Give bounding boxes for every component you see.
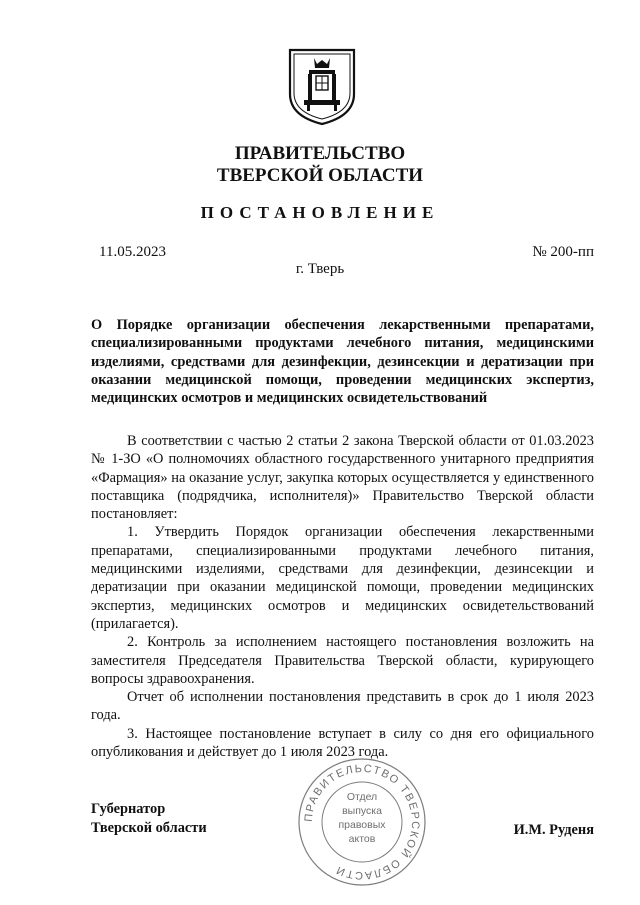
stamp-text-line3: правовых: [338, 819, 386, 831]
stamp-text-line4: актов: [348, 833, 376, 845]
signatory-position: [91, 800, 207, 838]
document-number: № 200-пп: [532, 244, 594, 260]
document-city: г. Тверь: [295, 261, 345, 277]
stamp-text-line2: выпуска: [342, 805, 382, 817]
document-date: 11.05.2023: [99, 244, 166, 260]
coat-of-arms-emblem: [286, 44, 358, 126]
signatory-position-line1: Губернатор: [91, 801, 166, 817]
organization-name-line2: ТВЕРСКОЙ ОБЛАСТИ: [216, 165, 424, 186]
document-type: ПОСТАНОВЛЕНИЕ: [200, 203, 440, 222]
signatory-name: И.М. Руденя: [513, 822, 594, 838]
document-title: О Порядке организации обеспечения лекарственными препаратами, специализированными продуктами лечебного питания, медицинскими изделиями, средствами для дезинфекции, дезинсекции и дератизации при оказании медицинской помощи, проведении медицинских экспертиз, медицинских осмотров и медицинских освидетельствований: [91, 317, 594, 407]
stamp-text-line1: Отдел: [346, 791, 378, 803]
organization-name-line1: ПРАВИТЕЛЬСТВО: [234, 143, 406, 164]
body-paragraph-preamble: В соответствии с частью 2 статьи 2 закона Тверской области от 01.03.2023 № 1-ЗО «О полномочиях областного государственного унитарного предприятия «Фармация» на оказание услуг, закупка которых осуществляется у единственного поставщика (подрядчика, исполнителя)» Правительство Тверской области постановляет:: [91, 433, 594, 523]
body-paragraph-item-2: 2. Контроль за исполнением настоящего постановления возложить на заместителя Председателя Правительства Тверской области, курирующего вопросы здравоохранения.: [91, 634, 594, 687]
stamp-ring-text: ПРАВИТЕЛЬСТВО ТВЕРСКОЙ ОБЛАСТИ: [302, 762, 422, 882]
body-paragraph-item-3: 3. Настоящее постановление вступает в силу со дня его официального опубликования и действует до 1 июля 2023 года.: [91, 725, 594, 761]
signatory-position-line2: Тверской области: [91, 820, 207, 836]
document-body: [91, 432, 594, 761]
stamp-inner-text: [296, 790, 428, 846]
official-stamp: [296, 756, 428, 888]
body-paragraph-report: Отчет об исполнении постановления представить в срок до 1 июля 2023 года.: [91, 689, 594, 724]
body-paragraph-item-1: 1. Утвердить Порядок организации обеспечения лекарственными препаратами, специализированными продуктами лечебного питания, медицинскими изделиями, средствами для дезинфекции, дезинсекции и дератизации при оказании медицинской помощи, проведении медицинских экспертиз, медицинских осмотров и медицинских освидетельствований (прилагается).: [91, 524, 594, 632]
